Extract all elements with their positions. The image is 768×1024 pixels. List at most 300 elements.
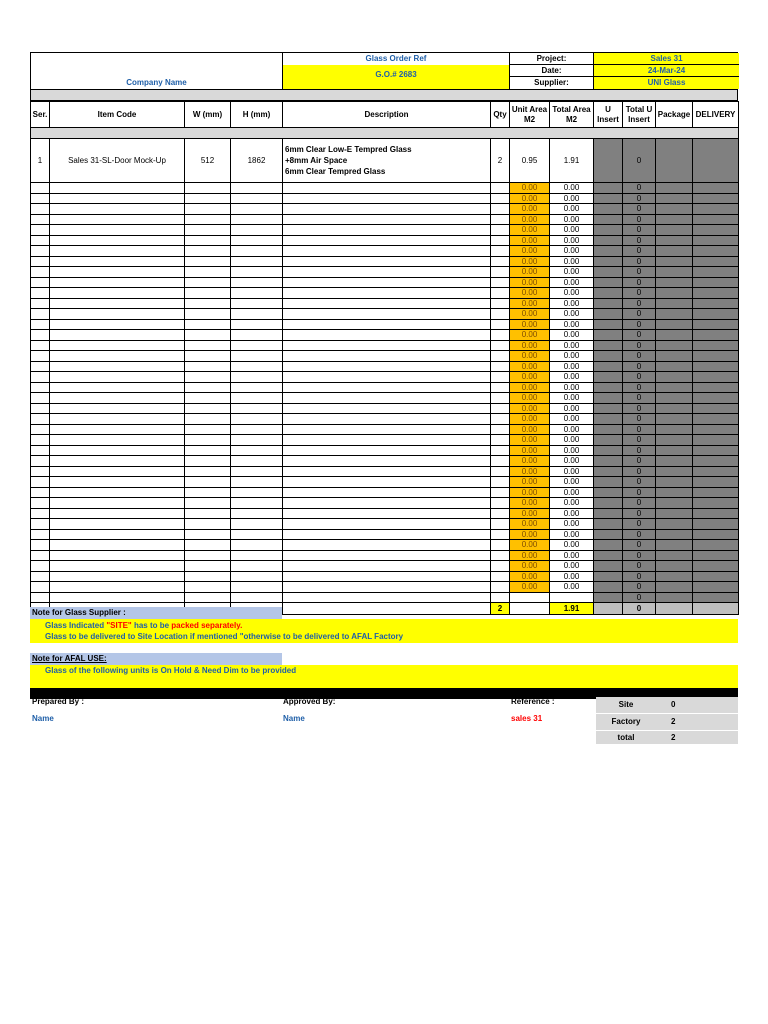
- cell-ser[interactable]: [31, 540, 50, 551]
- cell-total-area[interactable]: 0.00: [550, 561, 594, 572]
- col-delivery[interactable]: DELIVERY: [693, 102, 739, 128]
- cell-unit-area[interactable]: 0.00: [510, 298, 550, 309]
- cell-qty[interactable]: [491, 435, 510, 446]
- cell-description[interactable]: [283, 351, 491, 362]
- cell-delivery[interactable]: [693, 561, 739, 572]
- cell-item-code[interactable]: [50, 246, 185, 257]
- cell-item-code[interactable]: [50, 256, 185, 267]
- cell-delivery[interactable]: [693, 445, 739, 456]
- cell-delivery[interactable]: [693, 204, 739, 215]
- cell-total-area[interactable]: 0.00: [550, 382, 594, 393]
- cell-width[interactable]: [185, 487, 231, 498]
- cell-qty[interactable]: [491, 561, 510, 572]
- cell-package[interactable]: [656, 529, 693, 540]
- cell-description[interactable]: [283, 246, 491, 257]
- cell-qty[interactable]: [491, 508, 510, 519]
- cell-item-code[interactable]: [50, 477, 185, 488]
- cell-total-u-insert[interactable]: 0: [623, 456, 656, 467]
- cell-total-u-insert[interactable]: 0: [623, 571, 656, 582]
- cell-unit-area[interactable]: 0.00: [510, 372, 550, 383]
- cell-item-code[interactable]: [50, 582, 185, 593]
- cell-ser[interactable]: [31, 403, 50, 414]
- cell-package[interactable]: [656, 361, 693, 372]
- cell-package[interactable]: [656, 256, 693, 267]
- cell-delivery[interactable]: [693, 382, 739, 393]
- cell-package[interactable]: [656, 309, 693, 320]
- cell-u-insert[interactable]: [594, 519, 623, 530]
- cell-width[interactable]: [185, 592, 231, 603]
- cell-total-u-insert[interactable]: 0: [623, 246, 656, 257]
- cell-unit-area[interactable]: 0.00: [510, 445, 550, 456]
- cell-item-code[interactable]: [50, 372, 185, 383]
- cell-unit-area[interactable]: 0.00: [510, 519, 550, 530]
- cell-package[interactable]: [656, 351, 693, 362]
- cell-delivery[interactable]: [693, 193, 739, 204]
- cell-height[interactable]: [231, 256, 283, 267]
- cell-u-insert[interactable]: [594, 382, 623, 393]
- col-item-code[interactable]: Item Code: [50, 102, 185, 128]
- cell-ser[interactable]: [31, 550, 50, 561]
- cell-qty[interactable]: [491, 351, 510, 362]
- cell-width[interactable]: [185, 298, 231, 309]
- cell-item-code[interactable]: [50, 529, 185, 540]
- cell-description[interactable]: [283, 477, 491, 488]
- cell-height[interactable]: [231, 424, 283, 435]
- cell-delivery[interactable]: [693, 403, 739, 414]
- cell-u-insert[interactable]: [594, 540, 623, 551]
- cell-total-u-insert[interactable]: 0: [623, 445, 656, 456]
- cell-ser[interactable]: [31, 529, 50, 540]
- cell-unit-area[interactable]: 0.00: [510, 246, 550, 257]
- cell-unit-area[interactable]: 0.00: [510, 393, 550, 404]
- cell-item-code[interactable]: [50, 235, 185, 246]
- cell-package[interactable]: [656, 403, 693, 414]
- cell-height[interactable]: [231, 382, 283, 393]
- cell-width[interactable]: [185, 445, 231, 456]
- cell-unit-area[interactable]: 0.00: [510, 487, 550, 498]
- cell-qty[interactable]: [491, 267, 510, 278]
- company-cell[interactable]: [31, 53, 283, 89]
- cell-description[interactable]: [283, 561, 491, 572]
- cell-description[interactable]: [283, 204, 491, 215]
- cell-total-area[interactable]: 0.00: [550, 487, 594, 498]
- cell-description[interactable]: [283, 424, 491, 435]
- cell-total-u-insert[interactable]: 0: [623, 550, 656, 561]
- cell-width[interactable]: [185, 477, 231, 488]
- date-value[interactable]: 24-Mar-24: [594, 65, 739, 76]
- cell-width[interactable]: [185, 550, 231, 561]
- cell-total-u-insert[interactable]: 0: [623, 508, 656, 519]
- cell-total-u-insert[interactable]: 0: [623, 540, 656, 551]
- cell-u-insert[interactable]: [594, 592, 623, 603]
- cell-description[interactable]: [283, 267, 491, 278]
- cell-description[interactable]: [283, 498, 491, 509]
- cell-unit-area[interactable]: 0.00: [510, 571, 550, 582]
- cell-total-area[interactable]: 0.00: [550, 256, 594, 267]
- cell-total-u-insert[interactable]: 0: [623, 267, 656, 278]
- cell-unit-area[interactable]: 0.00: [510, 561, 550, 572]
- cell-description[interactable]: [283, 372, 491, 383]
- cell-total-u-insert[interactable]: 0: [623, 256, 656, 267]
- cell-total-area[interactable]: 0.00: [550, 445, 594, 456]
- approved-name[interactable]: Name: [283, 714, 305, 723]
- cell-height[interactable]: [231, 183, 283, 194]
- col-total-u-insert[interactable]: Total U Insert: [623, 102, 656, 128]
- cell-delivery[interactable]: [693, 519, 739, 530]
- cell-unit-area[interactable]: 0.00: [510, 456, 550, 467]
- cell-delivery[interactable]: [693, 277, 739, 288]
- cell-total-u-insert[interactable]: 0: [623, 561, 656, 572]
- cell-unit-area[interactable]: 0.00: [510, 183, 550, 194]
- cell-height[interactable]: [231, 571, 283, 582]
- cell-delivery[interactable]: [693, 351, 739, 362]
- cell-item-code[interactable]: [50, 309, 185, 320]
- cell-description[interactable]: [283, 550, 491, 561]
- cell-u-insert[interactable]: [594, 403, 623, 414]
- cell-ser[interactable]: [31, 193, 50, 204]
- cell-ser[interactable]: [31, 582, 50, 593]
- cell-package[interactable]: [656, 277, 693, 288]
- cell-height[interactable]: [231, 309, 283, 320]
- cell-u-insert[interactable]: [594, 277, 623, 288]
- cell-ser[interactable]: [31, 225, 50, 236]
- cell-total-area[interactable]: 0.00: [550, 183, 594, 194]
- cell-description[interactable]: [283, 403, 491, 414]
- cell-qty[interactable]: [491, 225, 510, 236]
- cell-item-code[interactable]: [50, 288, 185, 299]
- cell-qty[interactable]: [491, 445, 510, 456]
- cell-total-u-insert[interactable]: 0: [623, 340, 656, 351]
- cell-unit-area[interactable]: 0.00: [510, 540, 550, 551]
- cell-u-insert[interactable]: [594, 183, 623, 194]
- cell-u-insert[interactable]: [594, 139, 623, 183]
- cell-qty[interactable]: [491, 340, 510, 351]
- cell-total-area[interactable]: 0.00: [550, 550, 594, 561]
- cell-height[interactable]: [231, 498, 283, 509]
- cell-package[interactable]: [656, 183, 693, 194]
- cell-description[interactable]: [283, 235, 491, 246]
- cell-total-u-insert[interactable]: 0: [623, 477, 656, 488]
- cell-description[interactable]: [283, 592, 491, 603]
- cell-height[interactable]: [231, 487, 283, 498]
- cell-total-u-insert[interactable]: 0: [623, 319, 656, 330]
- cell-package[interactable]: [656, 466, 693, 477]
- cell-total-u-insert[interactable]: 0: [623, 519, 656, 530]
- cell-unit-area[interactable]: [510, 592, 550, 603]
- cell-height[interactable]: [231, 561, 283, 572]
- cell-height[interactable]: [231, 288, 283, 299]
- cell-height[interactable]: [231, 277, 283, 288]
- cell-height[interactable]: [231, 193, 283, 204]
- cell-qty[interactable]: [491, 582, 510, 593]
- cell-unit-area[interactable]: 0.00: [510, 340, 550, 351]
- cell-item-code[interactable]: [50, 204, 185, 215]
- cell-width[interactable]: [185, 456, 231, 467]
- cell-u-insert[interactable]: [594, 298, 623, 309]
- cell-qty[interactable]: [491, 256, 510, 267]
- cell-u-insert[interactable]: [594, 225, 623, 236]
- cell-package[interactable]: [656, 498, 693, 509]
- cell-total-area[interactable]: 0.00: [550, 466, 594, 477]
- cell-item-code[interactable]: [50, 519, 185, 530]
- cell-u-insert[interactable]: [594, 214, 623, 225]
- cell-total-area[interactable]: 0.00: [550, 277, 594, 288]
- cell-item-code[interactable]: [50, 361, 185, 372]
- cell-description[interactable]: [283, 393, 491, 404]
- cell-height[interactable]: [231, 330, 283, 341]
- cell-u-insert[interactable]: [594, 445, 623, 456]
- glass-order-ref-value[interactable]: G.O.# 2683: [283, 65, 509, 89]
- cell-ser[interactable]: [31, 445, 50, 456]
- cell-ser[interactable]: [31, 351, 50, 362]
- cell-ser[interactable]: [31, 235, 50, 246]
- cell-width[interactable]: [185, 288, 231, 299]
- cell-unit-area[interactable]: 0.00: [510, 403, 550, 414]
- cell-qty[interactable]: [491, 298, 510, 309]
- cell-item-code[interactable]: [50, 193, 185, 204]
- cell-total-area[interactable]: 0.00: [550, 424, 594, 435]
- cell-qty[interactable]: [491, 414, 510, 425]
- cell-package[interactable]: [656, 424, 693, 435]
- cell-width[interactable]: [185, 256, 231, 267]
- cell-package[interactable]: [656, 330, 693, 341]
- cell-item-code[interactable]: [50, 277, 185, 288]
- cell-total-area[interactable]: 0.00: [550, 340, 594, 351]
- cell-ser[interactable]: [31, 435, 50, 446]
- cell-total-u-insert[interactable]: 0: [623, 204, 656, 215]
- cell-total-area[interactable]: 0.00: [550, 403, 594, 414]
- cell-height[interactable]: [231, 445, 283, 456]
- cell-total-u-insert[interactable]: 0: [623, 183, 656, 194]
- col-qty[interactable]: Qty: [491, 102, 510, 128]
- cell-qty[interactable]: [491, 330, 510, 341]
- cell-ser[interactable]: [31, 267, 50, 278]
- cell-unit-area[interactable]: 0.00: [510, 319, 550, 330]
- cell-u-insert[interactable]: [594, 235, 623, 246]
- cell-item-code[interactable]: [50, 319, 185, 330]
- cell-item-code[interactable]: [50, 403, 185, 414]
- cell-width[interactable]: [185, 214, 231, 225]
- cell-ser[interactable]: [31, 330, 50, 341]
- summary-value[interactable]: 2: [671, 733, 676, 742]
- cell-qty[interactable]: [491, 288, 510, 299]
- cell-delivery[interactable]: [693, 298, 739, 309]
- cell-delivery[interactable]: [693, 225, 739, 236]
- cell-width[interactable]: [185, 498, 231, 509]
- cell-u-insert[interactable]: [594, 561, 623, 572]
- cell-width[interactable]: [185, 403, 231, 414]
- cell-delivery[interactable]: [693, 477, 739, 488]
- cell-u-insert[interactable]: [594, 340, 623, 351]
- cell-total-u-insert[interactable]: 0: [623, 214, 656, 225]
- cell-package[interactable]: [656, 456, 693, 467]
- cell-description[interactable]: [283, 519, 491, 530]
- cell-ser[interactable]: [31, 498, 50, 509]
- cell-u-insert[interactable]: [594, 435, 623, 446]
- cell-qty[interactable]: 2: [491, 139, 510, 183]
- cell-item-code[interactable]: [50, 214, 185, 225]
- cell-total-u-insert[interactable]: 0: [623, 330, 656, 341]
- col-ser[interactable]: Ser.: [31, 102, 50, 128]
- col-package[interactable]: Package: [656, 102, 693, 128]
- cell-width[interactable]: [185, 519, 231, 530]
- cell-qty[interactable]: [491, 183, 510, 194]
- cell-ser[interactable]: [31, 214, 50, 225]
- cell-total-area[interactable]: 0.00: [550, 361, 594, 372]
- cell-qty[interactable]: [491, 235, 510, 246]
- cell-unit-area[interactable]: 0.00: [510, 466, 550, 477]
- cell-total-u-insert[interactable]: 0: [623, 225, 656, 236]
- cell-qty[interactable]: [491, 550, 510, 561]
- cell-height[interactable]: [231, 592, 283, 603]
- cell-width[interactable]: [185, 235, 231, 246]
- cell-item-code[interactable]: [50, 225, 185, 236]
- cell-total-u-insert[interactable]: 0: [623, 288, 656, 299]
- cell-description[interactable]: [283, 298, 491, 309]
- cell-total-area[interactable]: 0.00: [550, 372, 594, 383]
- cell-qty[interactable]: [491, 393, 510, 404]
- cell-total-u-insert[interactable]: 0: [623, 298, 656, 309]
- cell-width[interactable]: [185, 183, 231, 194]
- cell-total-area[interactable]: 0.00: [550, 498, 594, 509]
- cell-ser[interactable]: [31, 456, 50, 467]
- cell-total-area[interactable]: 0.00: [550, 508, 594, 519]
- cell-unit-area[interactable]: 0.00: [510, 351, 550, 362]
- cell-u-insert[interactable]: [594, 466, 623, 477]
- cell-total-area[interactable]: 0.00: [550, 309, 594, 320]
- cell-delivery[interactable]: [693, 330, 739, 341]
- cell-qty[interactable]: [491, 477, 510, 488]
- cell-item-code[interactable]: [50, 445, 185, 456]
- cell-u-insert[interactable]: [594, 487, 623, 498]
- cell-ser[interactable]: [31, 508, 50, 519]
- cell-width[interactable]: [185, 277, 231, 288]
- cell-description[interactable]: [283, 288, 491, 299]
- cell-ser[interactable]: [31, 204, 50, 215]
- supplier-value[interactable]: UNI Glass: [594, 77, 739, 89]
- cell-package[interactable]: [656, 540, 693, 551]
- cell-description[interactable]: [283, 435, 491, 446]
- cell-height[interactable]: 1862: [231, 139, 283, 183]
- cell-package[interactable]: [656, 445, 693, 456]
- cell-height[interactable]: [231, 351, 283, 362]
- cell-width[interactable]: [185, 393, 231, 404]
- cell-width[interactable]: [185, 466, 231, 477]
- cell-unit-area[interactable]: 0.00: [510, 267, 550, 278]
- cell-unit-area[interactable]: 0.00: [510, 435, 550, 446]
- cell-width[interactable]: [185, 319, 231, 330]
- cell-package[interactable]: [656, 139, 693, 183]
- cell-u-insert[interactable]: [594, 414, 623, 425]
- cell-package[interactable]: [656, 477, 693, 488]
- cell-u-insert[interactable]: [594, 372, 623, 383]
- cell-description[interactable]: [283, 225, 491, 236]
- cell-ser[interactable]: [31, 183, 50, 194]
- cell-ser[interactable]: [31, 246, 50, 257]
- cell-height[interactable]: [231, 372, 283, 383]
- cell-item-code[interactable]: [50, 351, 185, 362]
- cell-package[interactable]: [656, 235, 693, 246]
- cell-width[interactable]: [185, 309, 231, 320]
- cell-ser[interactable]: [31, 361, 50, 372]
- cell-item-code[interactable]: [50, 571, 185, 582]
- cell-width[interactable]: [185, 351, 231, 362]
- cell-package[interactable]: [656, 382, 693, 393]
- cell-delivery[interactable]: [693, 435, 739, 446]
- cell-height[interactable]: [231, 435, 283, 446]
- cell-package[interactable]: [656, 435, 693, 446]
- cell-qty[interactable]: [491, 498, 510, 509]
- cell-description[interactable]: [283, 540, 491, 551]
- cell-height[interactable]: [231, 214, 283, 225]
- cell-item-code[interactable]: [50, 330, 185, 341]
- col-unit-area[interactable]: Unit Area M2: [510, 102, 550, 128]
- cell-u-insert[interactable]: [594, 319, 623, 330]
- cell-item-code[interactable]: Sales 31-SL-Door Mock-Up: [50, 139, 185, 183]
- cell-width[interactable]: 512: [185, 139, 231, 183]
- cell-ser[interactable]: [31, 424, 50, 435]
- cell-width[interactable]: [185, 361, 231, 372]
- cell-height[interactable]: [231, 340, 283, 351]
- cell-unit-area[interactable]: 0.00: [510, 529, 550, 540]
- cell-total-area[interactable]: 0.00: [550, 351, 594, 362]
- cell-item-code[interactable]: [50, 414, 185, 425]
- cell-u-insert[interactable]: [594, 571, 623, 582]
- cell-total-area[interactable]: 0.00: [550, 298, 594, 309]
- cell-ser[interactable]: [31, 309, 50, 320]
- cell-description[interactable]: [283, 529, 491, 540]
- cell-height[interactable]: [231, 529, 283, 540]
- cell-width[interactable]: [185, 330, 231, 341]
- cell-total-u-insert[interactable]: 0: [623, 361, 656, 372]
- cell-total-area[interactable]: 0.00: [550, 330, 594, 341]
- cell-delivery[interactable]: [693, 550, 739, 561]
- cell-u-insert[interactable]: [594, 393, 623, 404]
- cell-height[interactable]: [231, 477, 283, 488]
- cell-item-code[interactable]: [50, 561, 185, 572]
- cell-height[interactable]: [231, 319, 283, 330]
- cell-item-code[interactable]: [50, 393, 185, 404]
- cell-item-code[interactable]: [50, 267, 185, 278]
- cell-qty[interactable]: [491, 424, 510, 435]
- cell-unit-area[interactable]: 0.00: [510, 508, 550, 519]
- cell-unit-area[interactable]: 0.00: [510, 214, 550, 225]
- cell-u-insert[interactable]: [594, 582, 623, 593]
- cell-delivery[interactable]: [693, 498, 739, 509]
- cell-ser[interactable]: [31, 393, 50, 404]
- cell-unit-area[interactable]: 0.00: [510, 582, 550, 593]
- cell-height[interactable]: [231, 403, 283, 414]
- cell-qty[interactable]: [491, 309, 510, 320]
- cell-unit-area[interactable]: 0.00: [510, 424, 550, 435]
- cell-delivery[interactable]: [693, 487, 739, 498]
- cell-u-insert[interactable]: [594, 309, 623, 320]
- cell-total-area[interactable]: 0.00: [550, 571, 594, 582]
- total-u-insert[interactable]: 0: [623, 603, 656, 615]
- cell-package[interactable]: [656, 288, 693, 299]
- cell-total-u-insert[interactable]: 0: [623, 382, 656, 393]
- cell-description[interactable]: [283, 319, 491, 330]
- cell-item-code[interactable]: [50, 424, 185, 435]
- cell-qty[interactable]: [491, 529, 510, 540]
- cell-package[interactable]: [656, 487, 693, 498]
- cell-unit-area[interactable]: 0.00: [510, 361, 550, 372]
- cell-u-insert[interactable]: [594, 498, 623, 509]
- cell-package[interactable]: [656, 267, 693, 278]
- cell-height[interactable]: [231, 466, 283, 477]
- col-u-insert[interactable]: U Insert: [594, 102, 623, 128]
- cell-package[interactable]: [656, 340, 693, 351]
